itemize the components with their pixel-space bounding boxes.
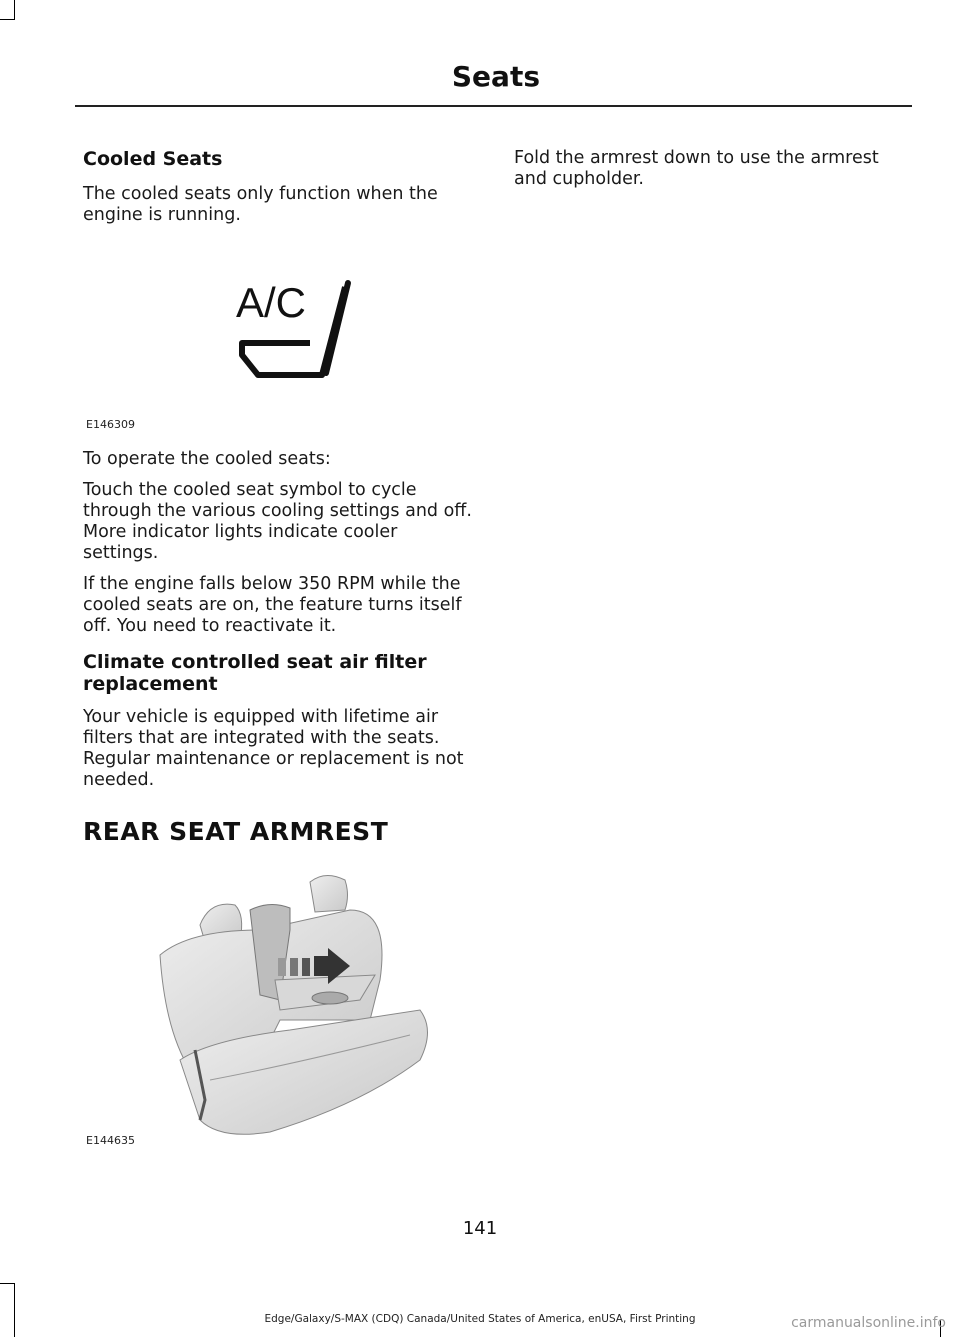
page-number: 141	[462, 1218, 498, 1239]
operate-text: To operate the cooled seats:	[83, 449, 331, 469]
left-column	[83, 148, 471, 226]
cooled-intro-text: The cooled seats only function when the engine is running.	[83, 184, 438, 225]
figure-id-e144635: E144635	[86, 1134, 135, 1147]
crop-mark-bottom-left	[14, 1283, 15, 1337]
left-column-body	[83, 449, 475, 846]
figure-id-e146309: E146309	[86, 418, 135, 431]
touch-text: Touch the cooled seat symbol to cycle through the various cooling settings and off. More indicator lights indicate cooler settings.	[83, 480, 472, 563]
cooled-seats-heading: Cooled Seats	[83, 148, 223, 170]
ac-label: A/C	[236, 279, 307, 326]
watermark: carmanualsonline.info	[791, 1315, 946, 1331]
crop-mark-bottom-left-h	[0, 1283, 15, 1284]
filter-heading: Climate controlled seat air filter replacement	[83, 651, 427, 695]
right-column	[514, 148, 910, 190]
engine-text: If the engine falls below 350 RPM while the cooled seats are on, the feature turns itself off. You need to reactivate it.	[83, 574, 462, 636]
rear-seat-armrest-heading: REAR SEAT ARMREST	[83, 817, 389, 846]
header-rule	[75, 105, 912, 107]
fold-armrest-text: Fold the armrest down to use the armrest and cupholder.	[514, 148, 879, 189]
rear-seat-armrest-illustration	[150, 870, 440, 1145]
cooled-seat-icon	[230, 275, 360, 385]
filter-text: Your vehicle is equipped with lifetime air filters that are integrated with the seats. Regular maintenance or replacement is not needed.	[83, 707, 464, 790]
figure-cooled-seat	[230, 275, 360, 385]
crop-mark-top-left	[14, 0, 15, 20]
figure-rear-seat	[150, 870, 440, 1145]
crop-mark-top-left-h	[0, 19, 15, 20]
edition-footer: Edge/Galaxy/S-MAX (CDQ) Canada/United States of America, enUSA, First Printing	[264, 1313, 696, 1325]
page-title: Seats	[451, 60, 540, 93]
